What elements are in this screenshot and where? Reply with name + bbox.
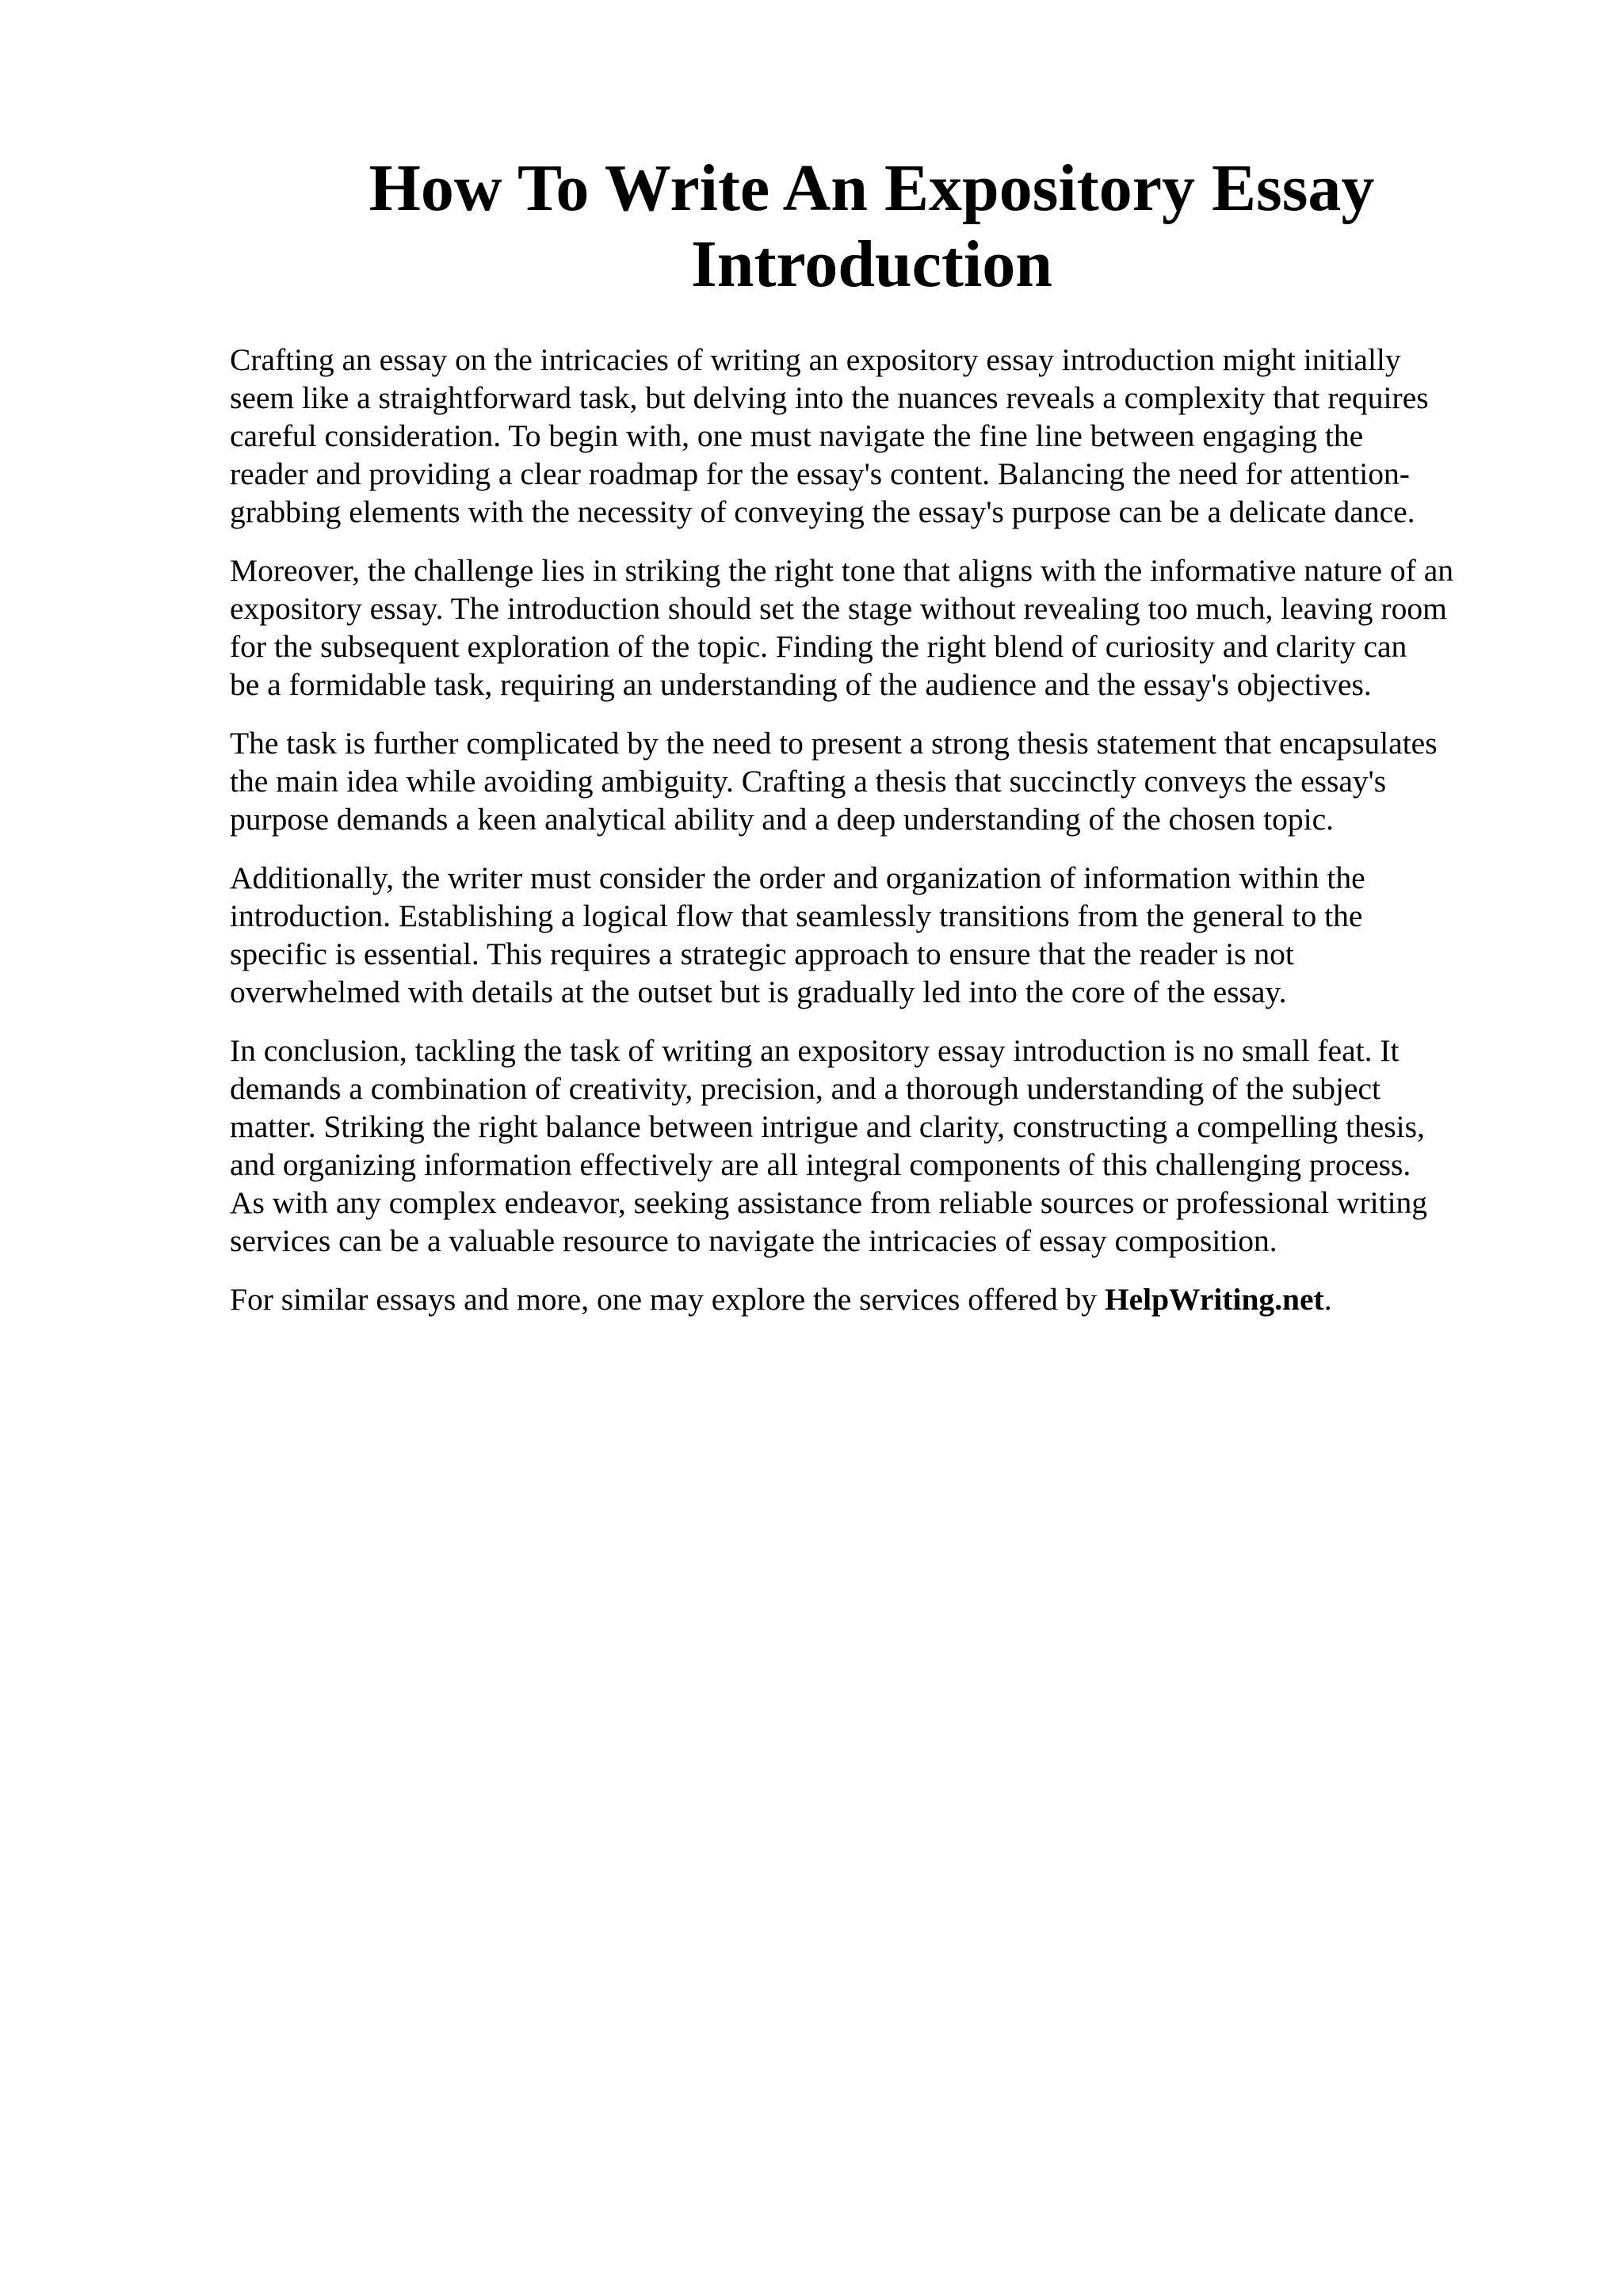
closing-paragraph <box>230 1280 1529 1318</box>
title-line-2: Introduction <box>691 227 1052 301</box>
page-title <box>230 151 1514 303</box>
paragraph-2: Moreover, the challenge lies in striking the right tone that aligns with the informative nature of an expository essay. The introduction should set the stage without revealing too much, leaving room for the subsequent exploration of the topic. Finding the right blend of curiosity and clarity can be a formidable task, requiring an understanding of the audience and the essay's objectives. <box>230 553 1453 702</box>
essay-body <box>230 341 1529 1339</box>
paragraph-5: In conclusion, tackling the task of writing an expository essay introduction is no small feat. It demands a combination of creativity, precision, and a thorough understanding of the subject matter. Striking the right balance between intrigue and clarity, constructing a compelling thesis, and organizing information effectively are all integral components of this challenging process. As with any complex endeavor, seeking assistance from reliable sources or professional writing services can be a valuable resource to navigate the intricacies of essay composition. <box>230 1033 1428 1258</box>
title-line-1: How To Write An Expository Essay <box>369 151 1375 225</box>
paragraph-3: The task is further complicated by the need to present a strong thesis statement that encapsulates the main idea while avoiding ambiguity. Crafting a thesis that succinctly conveys the essay's purpose demands a keen analytical ability and a deep understanding of the chosen topic. <box>230 726 1438 837</box>
brand-link[interactable]: HelpWriting.net <box>1104 1282 1324 1317</box>
paragraph-4: Additionally, the writer must consider the order and organization of information within the introduction. Establishing a logical flow that seamlessly transitions from the general to the specific is essential. This requires a strategic approach to ensure that the reader is not overwhelmed with details at the outset but is gradually led into the core of the essay. <box>230 860 1365 1009</box>
closing-text: For similar essays and more, one may explore the services offered by <box>230 1282 1105 1317</box>
paragraph-1: Crafting an essay on the intricacies of writing an expository essay introduction might initially seem like a straightforward task, but delving into the nuances reveals a complexity that requires careful consideration. To begin with, one must navigate the fine line between engaging the reader and providing a clear roadmap for the essay's content. Balancing the need for attention- grabbing elements with the necessity of conveying the essay's purpose can be a delicate dance. <box>230 342 1429 529</box>
closing-period: . <box>1323 1282 1332 1317</box>
